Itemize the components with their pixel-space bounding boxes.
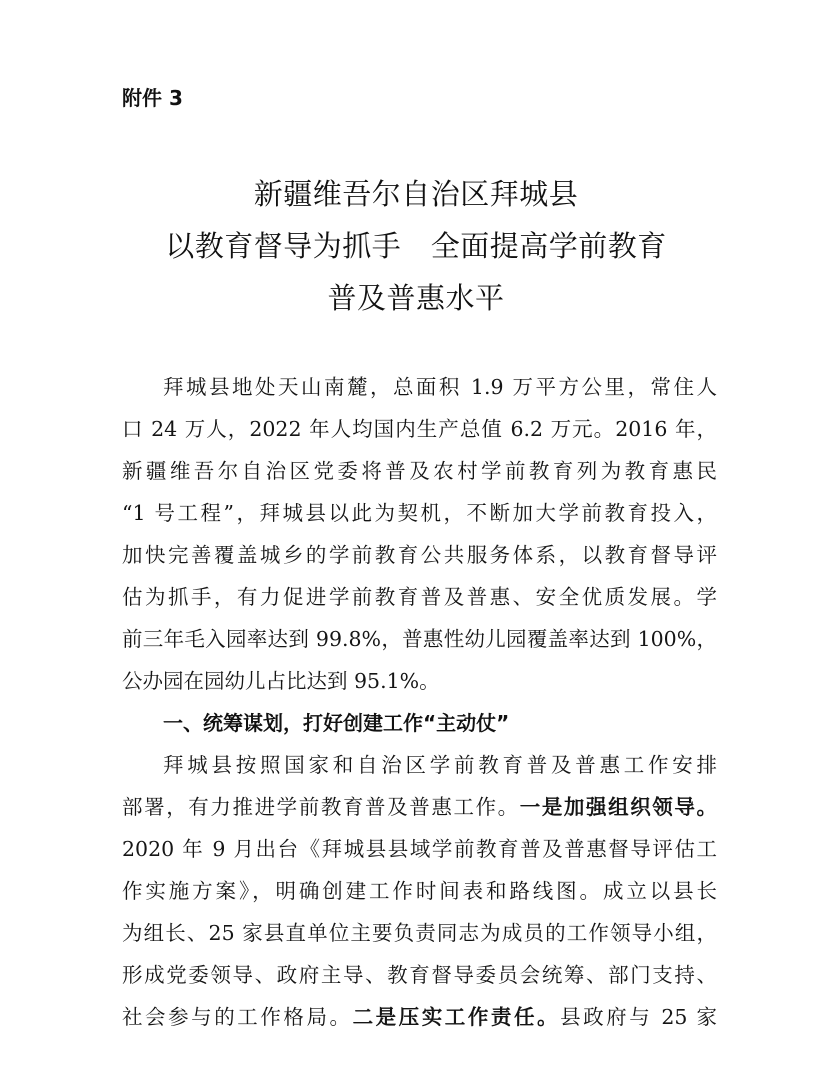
line-text: 部署，有力推进学前教育普及普惠工作。 (122, 795, 520, 819)
paragraph-line: 拜城县地处天山南麓，总面积 1.9 万平方公里，常住人 (163, 375, 717, 399)
paragraph-line: 形成党委领导、政府主导、教育督导委员会统筹、部门支持、 (122, 963, 717, 987)
title-line-3: 普及普惠水平 (327, 281, 505, 315)
paragraph-line: 加快完善覆盖城乡的学前教育公共服务体系，以教育督导评 (122, 543, 717, 567)
title-line-2: 以教育督导为抓手 全面提高学前教育 (165, 229, 667, 263)
attachment-label: 附件 3 (122, 86, 183, 110)
paragraph-line: 为组长、25 家县直单位主要负责同志为成员的工作领导小组， (122, 921, 717, 945)
emphasis-text: 一是加强组织领导。 (519, 795, 718, 819)
title-line-1: 新疆维吾尔自治区拜城县 (253, 177, 579, 211)
paragraph-line (122, 996, 717, 1038)
section-1-paragraph (122, 744, 717, 1038)
paragraph-line: 口 24 万人，2022 年人均国内生产总值 6.2 万元。2016 年， (122, 417, 717, 441)
document-title (0, 168, 832, 324)
paragraph-line (122, 786, 717, 828)
line-text: 县政府与 25 家 (560, 1005, 718, 1029)
paragraph-line: 2020 年 9 月出台《拜城县县域学前教育普及普惠督导评估工 (122, 837, 717, 861)
paragraph-line: 新疆维吾尔自治区党委将普及农村学前教育列为教育惠民 (122, 459, 717, 483)
paragraph-line: 公办园在园幼儿占比达到 95.1%。 (122, 669, 440, 693)
section-heading: 一、统筹谋划，打好创建工作“主动仗” (163, 711, 510, 735)
paragraph-line: 前三年毛入园率达到 99.8%，普惠性幼儿园覆盖率达到 100%， (122, 627, 717, 651)
intro-paragraph (122, 366, 717, 702)
paragraph-line: “1 号工程”，拜城县以此为契机，不断加大学前教育投入， (122, 501, 717, 525)
emphasis-text: 二是压实工作责任。 (352, 1005, 561, 1029)
paragraph-line: 作实施方案》，明确创建工作时间表和路线图。成立以县长 (122, 879, 717, 903)
line-text: 社会参与的工作格局。 (122, 1005, 353, 1029)
paragraph-line: 拜城县按照国家和自治区学前教育普及普惠工作安排 (163, 753, 717, 777)
document-body (122, 366, 717, 1038)
paragraph-line: 估为抓手，有力促进学前教育普及普惠、安全优质发展。学 (122, 585, 717, 609)
